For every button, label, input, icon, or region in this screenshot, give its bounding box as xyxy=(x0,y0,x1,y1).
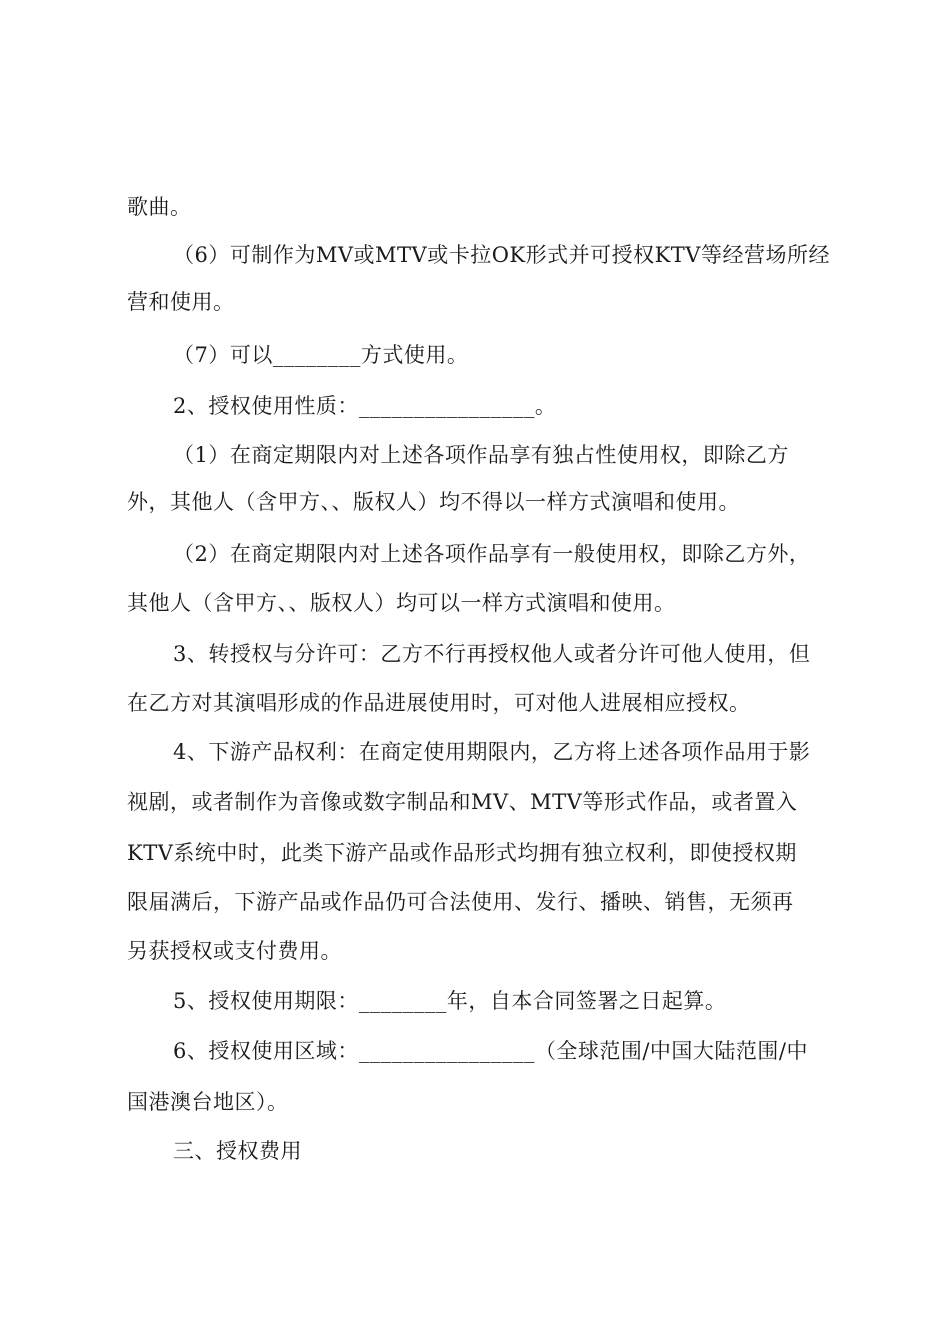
text-line: （7）可以________方式使用。 xyxy=(173,343,469,367)
text-line: 歌曲。 xyxy=(127,195,192,219)
text-line: 其他人（含甲方、、版权人）均可以一样方式演唱和使用。 xyxy=(127,591,676,615)
text-line: 另获授权或支付费用。 xyxy=(127,939,342,963)
text-line: 6、授权使用区域：________________（全球范围/中国大陆范围/中 xyxy=(173,1039,809,1063)
text-line: 营和使用。 xyxy=(127,290,235,314)
text-line: （1）在商定期限内对上述各项作品享有独占性使用权，即除乙方 xyxy=(173,443,789,467)
text-line: 视剧，或者制作为音像或数字制品和MV、MTV等形式作品，或者置入 xyxy=(127,790,798,814)
text-line: （2）在商定期限内对上述各项作品享有一般使用权，即除乙方外， xyxy=(173,542,811,566)
section-heading: 三、授权费用 xyxy=(173,1139,302,1163)
text-line: 3、转授权与分许可：乙方不行再授权他人或者分许可他人使用，但 xyxy=(173,642,811,666)
text-line: 5、授权使用期限：________年，自本合同签署之日起算。 xyxy=(173,989,727,1013)
text-line: 4、下游产品权利：在商定使用期限内，乙方将上述各项作品用于影 xyxy=(173,740,811,764)
text-line: 限届满后，下游产品或作品仍可合法使用、发行、播映、销售，无须再 xyxy=(127,890,794,914)
text-line: 2、授权使用性质：________________。 xyxy=(173,394,557,418)
text-line: （6）可制作为MV或MTV或卡拉OK形式并可授权KTV等经营场所经 xyxy=(173,243,830,267)
text-line: 在乙方对其演唱形成的作品进展使用时，可对他人进展相应授权。 xyxy=(127,691,751,715)
text-line: 国港澳台地区）。 xyxy=(127,1090,289,1114)
text-line: 外，其他人（含甲方、、版权人）均不得以一样方式演唱和使用。 xyxy=(127,490,740,514)
text-line: KTV系统中时，此类下游产品或作品形式均拥有独立权利，即使授权期 xyxy=(127,841,797,865)
